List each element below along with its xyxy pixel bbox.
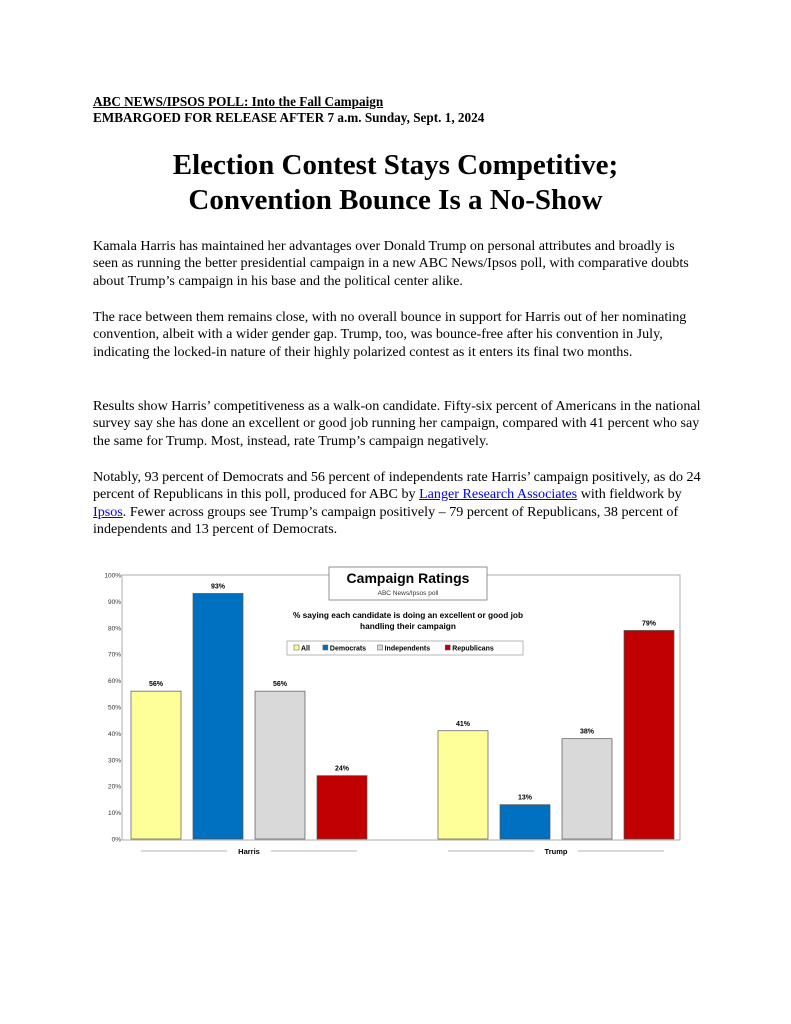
ipsos-link[interactable]: Ipsos — [93, 503, 123, 520]
chart-note-line-1: % saying each candidate is doing an excellent or good job — [292, 610, 524, 620]
y-tick-label: 20% — [107, 783, 121, 791]
y-tick-label: 30% — [107, 757, 121, 765]
legend-swatch-republicans — [445, 645, 450, 650]
data-label-trump-democrats: 13% — [517, 794, 533, 802]
y-tick-label: 40% — [107, 730, 121, 738]
langer-research-link[interactable]: Langer Research Associates — [419, 486, 578, 503]
data-label-harris-republicans: 24% — [334, 765, 350, 773]
legend-label-independents: Independents — [384, 645, 431, 653]
chart-note-line-2: handling their campaign — [360, 621, 456, 631]
legend-label-democrats: Democrats — [329, 645, 367, 653]
paragraph-4-text-2: with fieldwork by — [577, 486, 682, 503]
bar-trump-republicans — [624, 630, 674, 839]
y-axis — [104, 573, 121, 844]
paragraph-4 — [93, 469, 703, 538]
chart-title: Campaign Ratings — [346, 570, 470, 586]
y-tick-label: 50% — [107, 704, 121, 712]
y-tick-label: 10% — [107, 810, 121, 818]
chart-subtitle: ABC News/Ipsos poll — [377, 590, 439, 597]
bar-harris-all — [131, 691, 181, 839]
y-tick-label: 90% — [107, 598, 121, 606]
bar-harris-independents — [255, 691, 305, 839]
legend-label-republicans: Republicans — [452, 645, 494, 653]
poll-name: ABC NEWS/IPSOS POLL: Into the Fall Campaign — [93, 94, 384, 109]
legend-swatch-independents — [378, 645, 383, 650]
paragraph-1: Kamala Harris has maintained her advantages over Donald Trump on personal attributes and broadly is seen as running the better presidential campaign in a new ABC News/Ipsos poll, with comparative doubts about Trump’s campaign in his base and the political center alike. — [93, 238, 689, 289]
legend-swatch-democrats — [323, 645, 328, 650]
x-axis — [141, 847, 664, 856]
paragraph-2: The race between them remains close, with no overall bounce in support for Harris out of her nominating convention, albeit with a wider gender gap. Trump, too, was bounce-free after his convention in July, indicating the locked-in nature of their highly polarized contest as it enters its final two months. — [93, 309, 687, 360]
bar-harris-republicans — [317, 776, 367, 839]
legend-label-all: All — [301, 645, 310, 653]
bar-trump-democrats — [500, 805, 550, 839]
data-label-harris-independents: 56% — [272, 681, 288, 689]
data-label-trump-republicans: 79% — [641, 620, 657, 628]
paragraph-4-text-1: Notably, 93 percent of Democrats and 56 percent of independents rate Harris’ campaign positively, as do 24 percent of Republicans in this poll, produced for ABC by — [93, 469, 701, 503]
x-category-label-trump: Trump — [544, 847, 568, 856]
headline — [0, 148, 791, 218]
paragraph-3: Results show Harris’ competitiveness as a walk-on candidate. Fifty-six percent of Americans in the national survey say she has done an excellent or good job running her campaign, compared with 41 percent who say the same for Trump. Most, instead, rate Trump’s campaign negatively. — [93, 398, 701, 449]
data-label-trump-independents: 38% — [579, 728, 595, 736]
y-tick-label: 100% — [104, 572, 121, 580]
y-tick-label: 0% — [111, 836, 121, 844]
bar-trump-independents — [562, 739, 612, 839]
y-tick-label: 60% — [107, 678, 121, 686]
legend-swatch-all — [294, 645, 299, 650]
y-tick-label: 80% — [107, 625, 121, 633]
bar-trump-all — [438, 731, 488, 839]
embargo-notice: EMBARGOED FOR RELEASE AFTER 7 a.m. Sunday, Sept. 1, 2024 — [93, 110, 485, 125]
y-tick-label: 70% — [107, 651, 121, 659]
data-label-harris-all: 56% — [148, 681, 164, 689]
paragraph-4-text-3: . Fewer across groups see Trump’s campaign positively – 79 percent of Republicans, 38 percent of independents and 13 percent of Democrats. — [93, 503, 679, 537]
release-header — [93, 94, 484, 126]
headline-line-2: Convention Bounce Is a No-Show — [188, 184, 603, 216]
data-label-trump-all: 41% — [455, 720, 471, 728]
x-category-label-harris: Harris — [238, 847, 260, 856]
data-label-harris-democrats: 93% — [210, 583, 226, 591]
headline-line-1: Election Contest Stays Competitive; — [172, 149, 619, 181]
bar-harris-democrats — [193, 593, 243, 839]
campaign-ratings-chart — [94, 565, 694, 860]
